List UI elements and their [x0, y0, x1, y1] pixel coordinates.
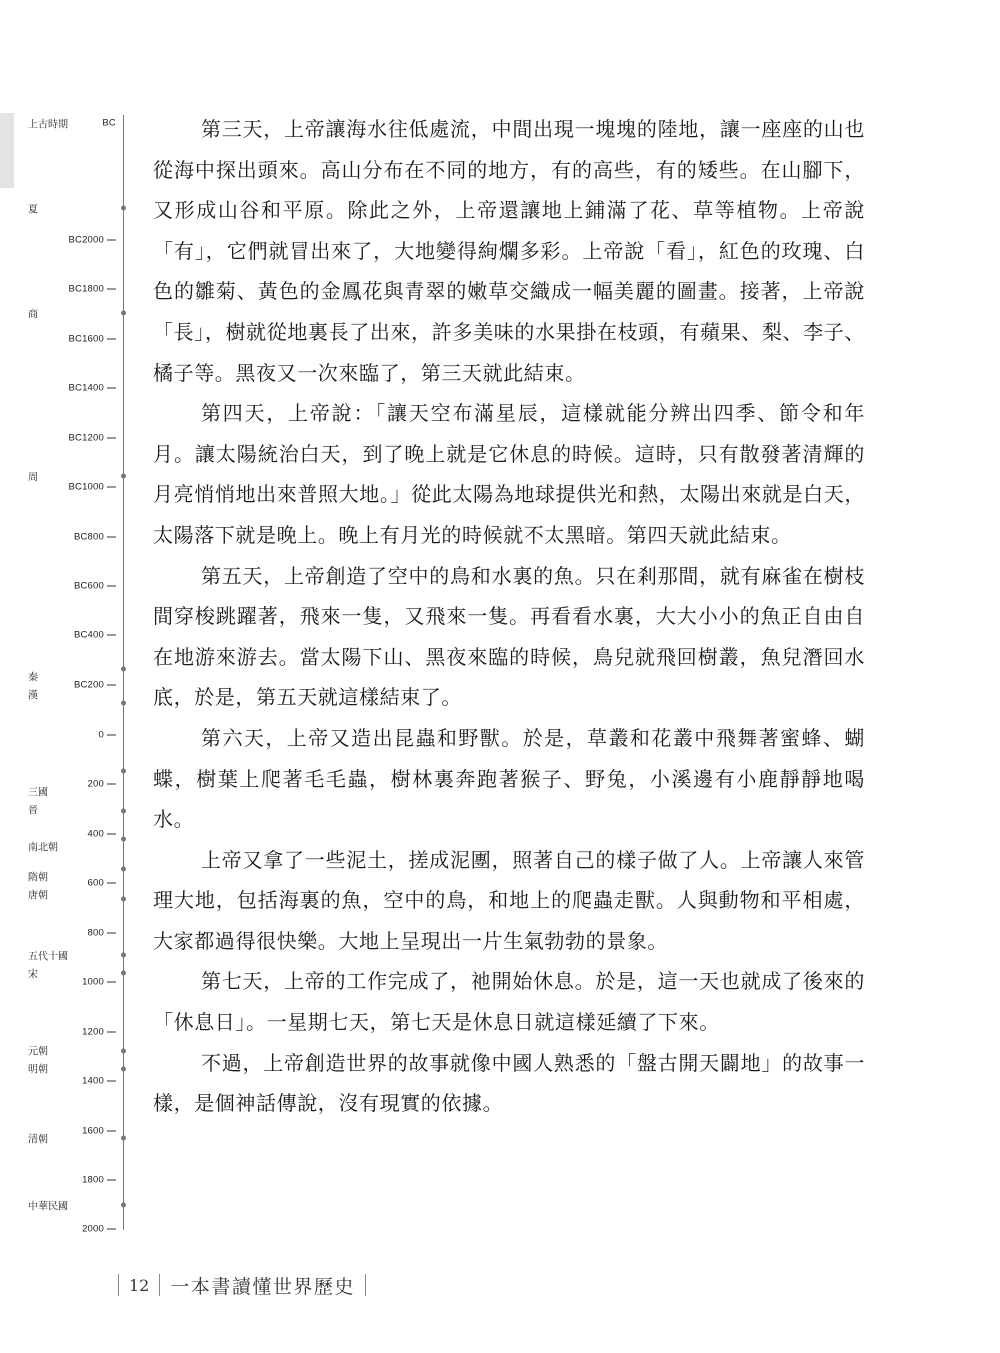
timeline-era-dot	[121, 1049, 126, 1054]
timeline-tick-label: BC	[102, 117, 116, 129]
timeline-era-dot	[121, 769, 126, 774]
timeline-era-dot	[121, 701, 126, 706]
timeline-era-dot	[121, 953, 126, 958]
timeline-tick-label: 1000	[82, 977, 116, 988]
timeline-tick-label: BC800	[74, 532, 116, 543]
timeline-tick-label: 1600	[82, 1126, 116, 1137]
timeline-era-dot	[121, 1136, 126, 1141]
timeline-tick-label: 600	[88, 878, 116, 889]
timeline-tick-label: BC1600	[68, 334, 116, 345]
timeline-tick-label: BC400	[74, 630, 116, 641]
timeline-era-label: 明朝	[28, 1064, 48, 1076]
timeline-era-label: 三國	[28, 787, 48, 799]
timeline-era-label: 周	[28, 472, 38, 484]
timeline-tick-label: 1400	[82, 1076, 116, 1087]
timeline-tick-label: BC2000	[68, 235, 116, 246]
timeline-era-label: 漢	[28, 690, 38, 702]
footer-divider	[159, 1274, 160, 1296]
footer-divider	[118, 1274, 119, 1296]
timeline-era-label: 商	[28, 309, 38, 321]
paragraph-man-created: 上帝又拿了一些泥土，搓成泥團，照著自己的樣子做了人。上帝讓人來管理大地，包括海裏的魚，空中的鳥，和地上的爬蟲走獸。人與動物和平相處，大家都過得很快樂。大地上呈現出一片生氣勃勃的景象。	[153, 847, 865, 953]
main-text	[153, 109, 865, 1124]
timeline-era-dot	[121, 1067, 126, 1072]
footer-divider	[365, 1274, 366, 1296]
timeline-era-dot	[121, 971, 126, 976]
timeline-era-label: 元朝	[28, 1046, 48, 1058]
timeline-era-label: 唐朝	[28, 890, 48, 902]
timeline-era-label: 五代十國	[28, 951, 68, 963]
timeline-era-dot	[121, 897, 126, 902]
timeline-axis-line	[123, 115, 124, 1230]
timeline-tab-marker	[0, 113, 14, 188]
timeline-tick-label: 2000	[82, 1224, 116, 1235]
timeline-era-dot	[121, 1203, 126, 1208]
timeline-era-dot	[121, 809, 126, 814]
timeline-era-dot	[121, 867, 126, 872]
timeline-tick-label: 200	[88, 779, 116, 790]
timeline-tick-label: BC1400	[68, 383, 116, 394]
timeline-era-label: 晉	[28, 805, 38, 817]
timeline-tick-label: 400	[88, 829, 116, 840]
timeline-tick-label: 1800	[82, 1175, 116, 1186]
timeline-era-dot	[121, 474, 126, 479]
paragraph-day-3: 第三天，上帝讓海水往低處流，中間出現一塊塊的陸地，讓一座座的山也從海中探出頭來。高山分布在不同的地方，有的高些，有的矮些。在山腳下，又形成山谷和平原。除此之外，上帝還讓地上鋪滿了花、草等植物。上帝說「有」，它們就冒出來了，大地變得絢爛多彩。上帝說「看」，紅色的玫瑰、白色的雛菊、黃色的金鳳花與青翠的嫩草交織成一幅美麗的圖畫。接著，上帝說「長」，樹就從地裏長了出來，許多美味的水果掛在枝頭，有蘋果、梨、李子、橘子等。黑夜又一次來臨了，第三天就此結束。	[153, 117, 865, 385]
paragraph-day-7: 第七天，上帝的工作完成了，祂開始休息。於是，這一天也就成了後來的「休息日」。一星期七天，第七天是休息日就這樣延續了下來。	[153, 969, 865, 1035]
paragraph-day-5: 第五天，上帝創造了空中的鳥和水裏的魚。只在剎那間，就有麻雀在樹枝間穿梭跳躍著，飛來一隻，又飛來一隻。再看看水裏，大大小小的魚正自由自在地游來游去。當太陽下山、黑夜來臨的時候，鳥兒就飛回樹叢，魚兒潛回水底，於是，第五天就這樣結束了。	[153, 563, 865, 710]
book-title: 一本書讀懂世界歷史	[170, 1275, 355, 1298]
timeline-era-label: 隋朝	[28, 872, 48, 884]
timeline-tick-label: BC1000	[68, 482, 116, 493]
history-timeline	[0, 0, 130, 1353]
timeline-era-label: 清朝	[28, 1134, 48, 1146]
timeline-era-dot	[121, 667, 126, 672]
timeline-era-label: 上古時期	[28, 119, 68, 131]
timeline-tick-label: BC200	[74, 680, 116, 691]
timeline-era-label: 南北朝	[28, 842, 58, 854]
timeline-era-label: 宋	[28, 969, 38, 981]
timeline-tick-label: BC1200	[68, 433, 116, 444]
timeline-tick-label: 800	[88, 928, 116, 939]
timeline-tick-label: BC600	[74, 581, 116, 592]
timeline-era-dot	[121, 311, 126, 316]
paragraph-day-4: 第四天，上帝說：「讓天空布滿星辰，這樣就能分辨出四季、節令和年月。讓太陽統治白天，到了晚上就是它休息的時候。這時，只有散發著清輝的月亮悄悄地出來普照大地。」從此太陽為地球提供光和熱，太陽出來就是白天，太陽落下就是晚上。晚上有月光的時候就不太黑暗。第四天就此結束。	[153, 401, 865, 547]
page-footer	[118, 1270, 366, 1300]
paragraph-conclusion: 不過，上帝創造世界的故事就像中國人熟悉的「盤古開天闢地」的故事一樣，是個神話傳說，沒有現實的依據。	[153, 1050, 865, 1116]
timeline-era-label: 夏	[28, 204, 38, 216]
timeline-era-label: 中華民國	[28, 1201, 68, 1213]
timeline-era-dot	[121, 837, 126, 842]
timeline-era-dot	[121, 206, 126, 211]
page-number: 12	[129, 1275, 150, 1295]
timeline-tick-label: 0	[99, 730, 116, 741]
timeline-era-label: 秦	[28, 672, 38, 684]
timeline-tick-label: 1200	[82, 1027, 116, 1038]
paragraph-day-6: 第六天，上帝又造出昆蟲和野獸。於是，草叢和花叢中飛舞著蜜蜂、蝴蝶，樹葉上爬著毛毛蟲，樹林裏奔跑著猴子、野兔，小溪邊有小鹿靜靜地喝水。	[153, 725, 865, 832]
timeline-tick-label: BC1800	[68, 284, 116, 295]
